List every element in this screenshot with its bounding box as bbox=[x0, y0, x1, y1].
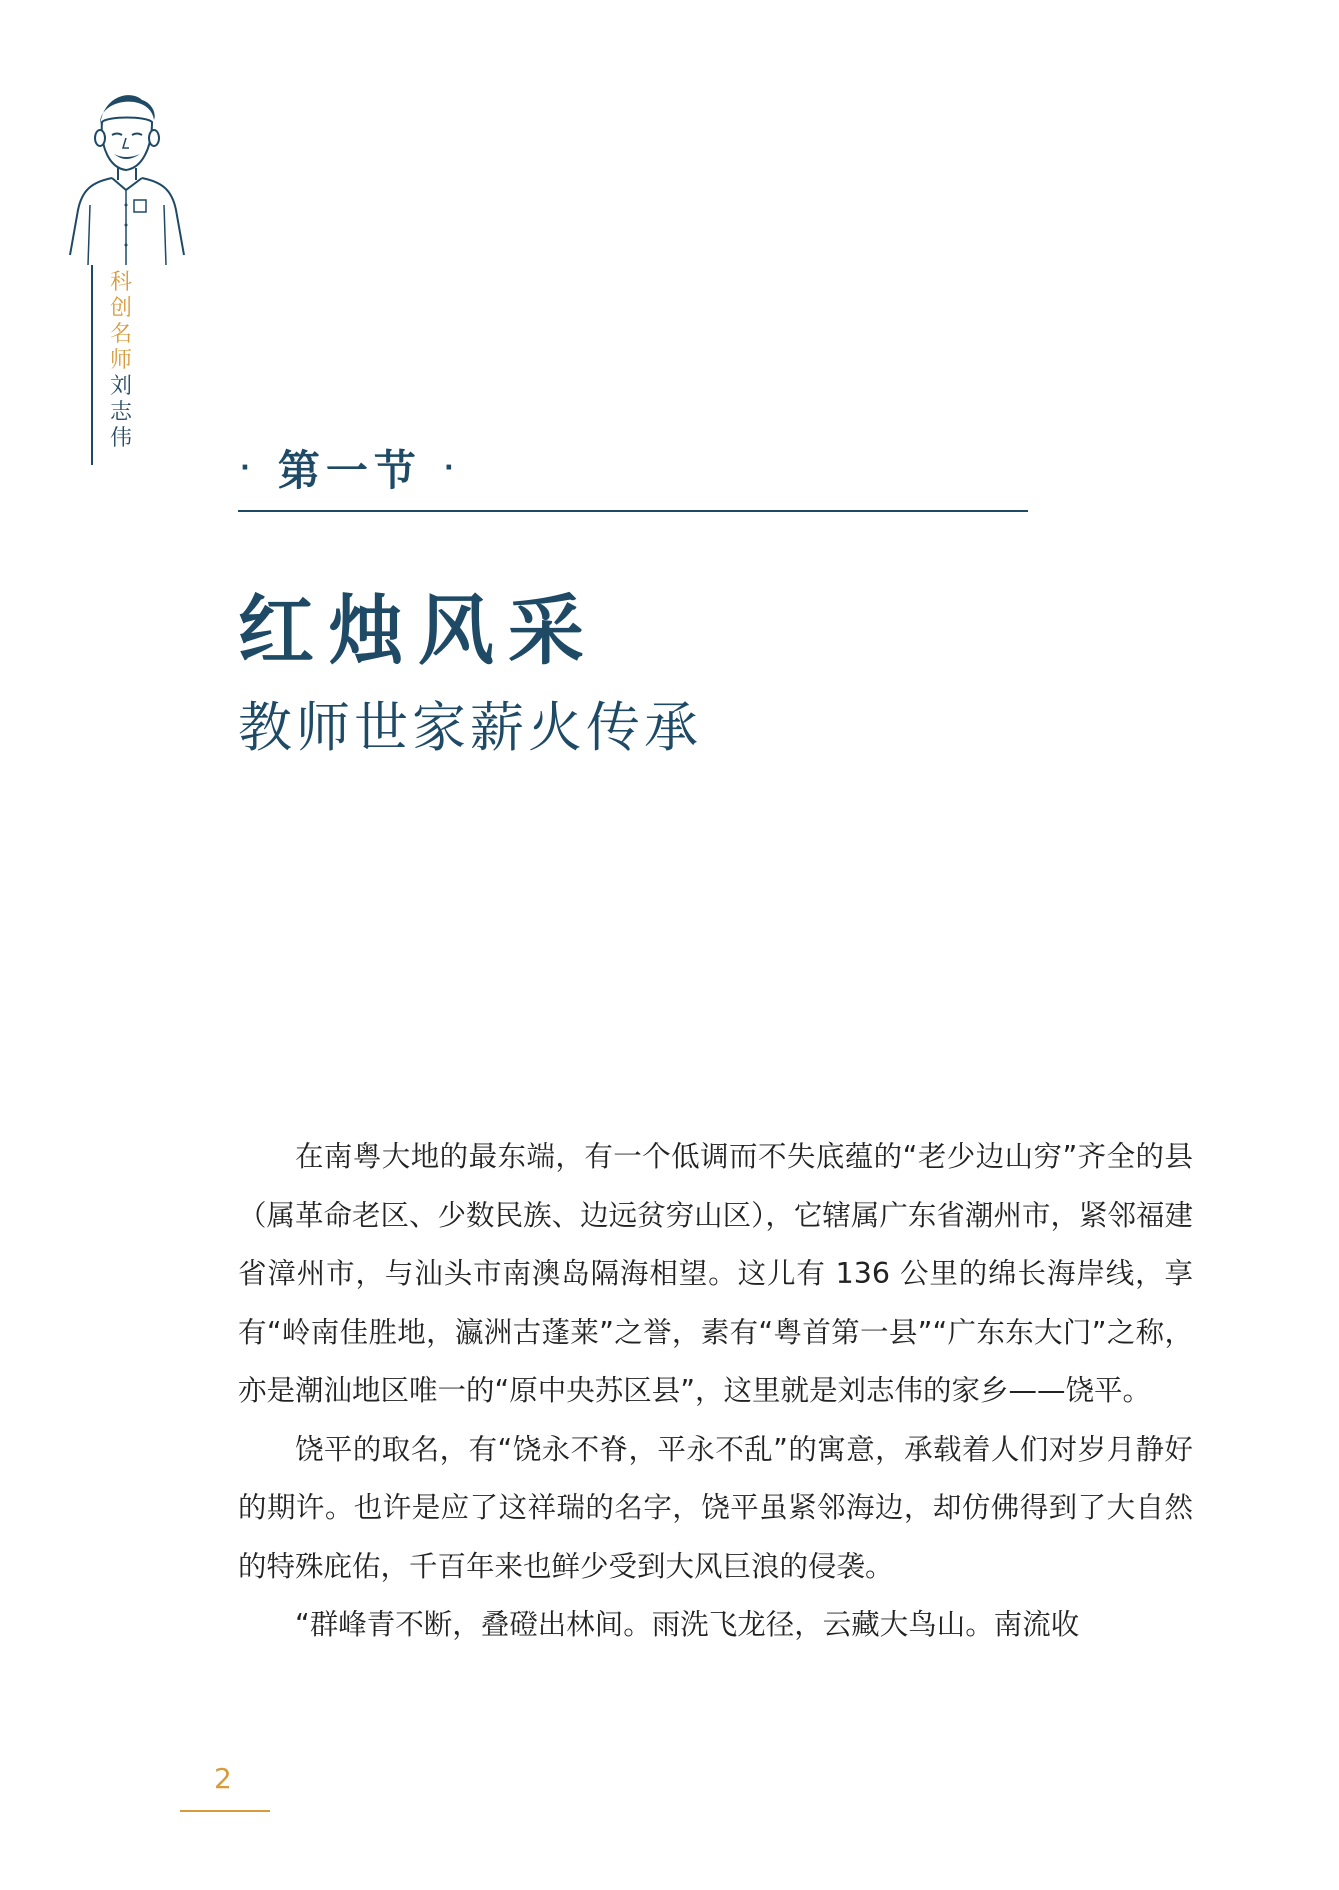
section-label: 第一节 bbox=[277, 446, 422, 495]
section-heading bbox=[240, 438, 460, 498]
sidebar-label-blue bbox=[110, 374, 132, 452]
page-title: 红烛风采 bbox=[238, 586, 598, 675]
sidebar-char: 师 bbox=[109, 348, 132, 373]
paragraph: 饶平的取名，有“饶永不脊，平永不乱”的寓意，承载着人们对岁月静好的期许。也许是应了这祥瑞的名字，饶平虽紧邻海边，却仿佛得到了大自然的特殊庇佑，千百年来也鲜少受到大风巨浪的侵袭。 bbox=[238, 1432, 1193, 1583]
sidebar-char: 创 bbox=[109, 296, 132, 321]
sidebar-char: 科 bbox=[109, 270, 132, 295]
paragraph: 在南粤大地的最东端，有一个低调而不失底蕴的“老少边山穷”齐全的县（属革命老区、少数民族、边远贫穷山区），它辖属广东省潮州市，紧邻福建省漳州市，与汕头市南澳岛隔海相望。这儿有 136 公里的绵长海岸线，享有“岭南佳胜地，瀛洲古蓬莱”之誉，素有“粤首第一县”“广东东大门”之称，亦是潮汕地区唯一的“原中央苏区县”，这里就是刘志伟的家乡——饶平。 bbox=[238, 1140, 1193, 1407]
page-subtitle: 教师世家薪火传承 bbox=[238, 696, 702, 759]
body-text bbox=[238, 1128, 1193, 1655]
page-number-underline bbox=[180, 1810, 270, 1812]
sidebar-char: 刘 bbox=[109, 374, 132, 399]
sidebar-char: 志 bbox=[109, 400, 132, 425]
sidebar-label-orange bbox=[110, 270, 132, 374]
page-number: 2 bbox=[214, 1762, 232, 1795]
sidebar-char: 名 bbox=[109, 322, 132, 347]
sidebar-divider-line bbox=[91, 265, 93, 465]
sidebar-vertical-label bbox=[106, 270, 136, 452]
paragraph: “群峰青不断，叠磴出林间。雨洗飞龙径，云藏大鸟山。南流收 bbox=[295, 1608, 1080, 1641]
sidebar-char: 伟 bbox=[109, 426, 132, 451]
section-divider bbox=[238, 510, 1028, 512]
author-portrait-illustration bbox=[62, 90, 192, 265]
section-bullet-left: · bbox=[240, 453, 256, 483]
section-bullet-right: · bbox=[443, 453, 460, 483]
